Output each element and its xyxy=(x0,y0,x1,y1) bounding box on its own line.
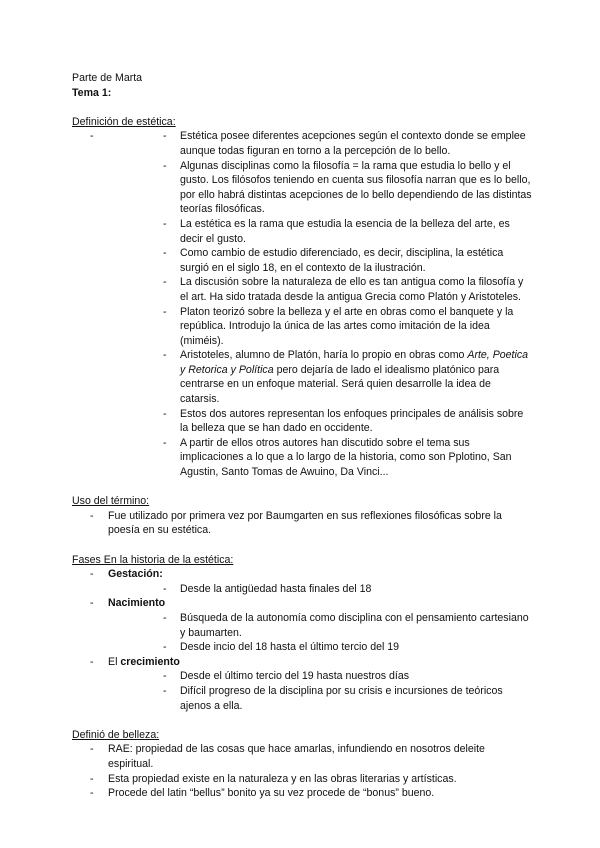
dash-bullet: - xyxy=(163,641,167,654)
list-item xyxy=(72,129,532,479)
list-item-text: Procede del latin “bellus” bonito ya su vez procede de “bonus” bueno. xyxy=(108,787,435,800)
phase-label: Gestación: xyxy=(108,568,163,581)
list-item xyxy=(108,246,532,275)
dash-bullet: - xyxy=(90,655,94,668)
dash-bullet: - xyxy=(90,130,94,143)
phase-item xyxy=(72,655,532,713)
list-item-text: Desde el último tercio del 19 hasta nuestros días xyxy=(180,670,410,683)
phase-label: crecimiento xyxy=(120,655,180,668)
section-fases-historia xyxy=(72,553,532,714)
dash-bullet: - xyxy=(163,247,167,260)
dash-bullet: - xyxy=(163,349,167,362)
list-item xyxy=(108,611,532,640)
list-item xyxy=(108,348,532,406)
dash-bullet: - xyxy=(163,611,167,624)
phase-item xyxy=(72,596,532,654)
section-heading: Uso del término: xyxy=(72,495,150,508)
list-item-text: RAE: propiedad de las cosas que hace amarlas, infundiendo en nosotros deleite espiritual. xyxy=(108,743,485,770)
dash-bullet: - xyxy=(163,159,167,172)
bullet-list-l2 xyxy=(108,611,532,655)
section-definicion-estetica xyxy=(72,115,532,480)
section-uso-termino xyxy=(72,494,532,538)
list-item-italic-text: Arte, Poetica y Retorica y Política xyxy=(180,349,529,376)
list-item-text: Difícil progreso de la disciplina por su crisis e incursiones de teóricos ajenos a ella. xyxy=(180,684,503,712)
list-item xyxy=(108,159,532,217)
list-item-text: Como cambio de estudio diferenciado, es decir, disciplina, la estética surgió en el siglo 18, en el contexto de la ilustración. xyxy=(180,247,504,274)
list-item-text: Estos dos autores representan los enfoques principales de análisis sobre la belleza que se han dado en occidente. xyxy=(180,407,524,435)
phase-item xyxy=(72,567,532,596)
list-item-text: La estética es la rama que estudia la esencia de la belleza del arte, es decir el gusto. xyxy=(180,217,510,245)
bullet-list-l2 xyxy=(108,582,532,597)
list-item xyxy=(72,772,532,787)
dash-bullet: - xyxy=(163,130,167,143)
dash-bullet: - xyxy=(90,597,94,610)
list-item-text: La discusión sobre la naturaleza de ello es tan antigua como la filosofía y el art. Ha sido tratada desde la antigua Grecia como Platón y Aristoteles. xyxy=(180,276,524,303)
list-item-text: Búsqueda de la autonomía como disciplina con el pensamiento cartesiano y baumarten. xyxy=(180,611,529,639)
list-item xyxy=(108,407,532,436)
dash-bullet: - xyxy=(163,305,167,318)
section-heading: Fases En la historia de la estética: xyxy=(72,553,234,566)
dash-bullet: - xyxy=(163,582,167,595)
dash-bullet: - xyxy=(163,276,167,289)
dash-bullet: - xyxy=(163,670,167,683)
document-title: Parte de Marta xyxy=(72,72,143,84)
section-definicion-belleza xyxy=(72,728,532,801)
list-item xyxy=(108,684,532,713)
dash-bullet: - xyxy=(90,787,94,800)
list-item-text: Desde la antigüedad hasta finales del 18 xyxy=(180,582,372,595)
list-item-text: Platon teorizó sobre la belleza y el arte en obras como el banquete y la república. Introdujo la única de las artes como imitación de la idea (miméis). xyxy=(180,305,514,347)
list-item xyxy=(108,436,532,480)
phase-label: Nacimiento xyxy=(108,597,166,610)
bullet-list-l1 xyxy=(72,129,532,479)
list-item xyxy=(72,742,532,771)
bullet-list-l2 xyxy=(108,129,532,479)
dash-bullet: - xyxy=(90,568,94,581)
phase-prefix: El xyxy=(108,655,121,668)
list-item xyxy=(108,275,532,304)
list-item-text: Aristoteles, alumno de Platón, haría lo propio en obras como xyxy=(180,349,468,362)
list-item-text: Estética posee diferentes acepciones según el contexto donde se emplee aunque todas figuran en torno a la percepción de lo bello. xyxy=(180,130,526,157)
section-heading: Definió de belleza: xyxy=(72,728,160,741)
list-item-text: A partir de ellos otros autores han discutido sobre el tema sus implicaciones a lo que a lo largo de la historia, como son Pplotino, San Agustin, Santo Tomas de Awuino, Da Vinci... xyxy=(180,436,512,479)
list-item-text: Desde incio del 18 hasta el último tercio del 19 xyxy=(180,641,400,654)
bullet-list-l1 xyxy=(72,509,532,538)
list-item xyxy=(72,786,532,801)
list-item-text: Algunas disciplinas como la filosofía = la rama que estudia lo bello y el gusto. Los filósofos teniendo en cuenta sus filosofía narran que es lo bello, por ello habrá distintas acepciones de lo bello dependiendo de las distintas teorías filosóficas. xyxy=(180,159,532,216)
list-item xyxy=(108,217,532,246)
document-subtitle: Tema 1: xyxy=(72,86,112,99)
dash-bullet: - xyxy=(90,509,94,522)
dash-bullet: - xyxy=(163,217,167,230)
list-item xyxy=(72,509,532,538)
list-item xyxy=(108,129,532,158)
list-item xyxy=(108,582,532,597)
document-content xyxy=(72,71,532,801)
list-item xyxy=(108,640,532,655)
bullet-list-l1 xyxy=(72,742,532,800)
dash-bullet: - xyxy=(163,684,167,697)
dash-bullet: - xyxy=(163,436,167,449)
dash-bullet: - xyxy=(163,407,167,420)
dash-bullet: - xyxy=(90,772,94,785)
bullet-list-l2 xyxy=(108,669,532,713)
dash-bullet: - xyxy=(90,743,94,756)
bullet-list-l1 xyxy=(72,567,532,713)
list-item-text: pero dejaría de lado el idealismo platónico para centrarse en un enfoque material. Será quien desarrolle la idea de catarsis. xyxy=(180,363,500,406)
list-item-text: Fue utilizado por primera vez por Baumgarten en sus reflexiones filosóficas sobre la poesía en su estética. xyxy=(108,509,502,537)
list-item xyxy=(108,669,532,684)
list-item xyxy=(108,305,532,349)
section-heading: Definición de estética: xyxy=(72,115,176,128)
list-item-text: Esta propiedad existe en la naturaleza y en las obras literarias y artísticas. xyxy=(108,772,457,785)
